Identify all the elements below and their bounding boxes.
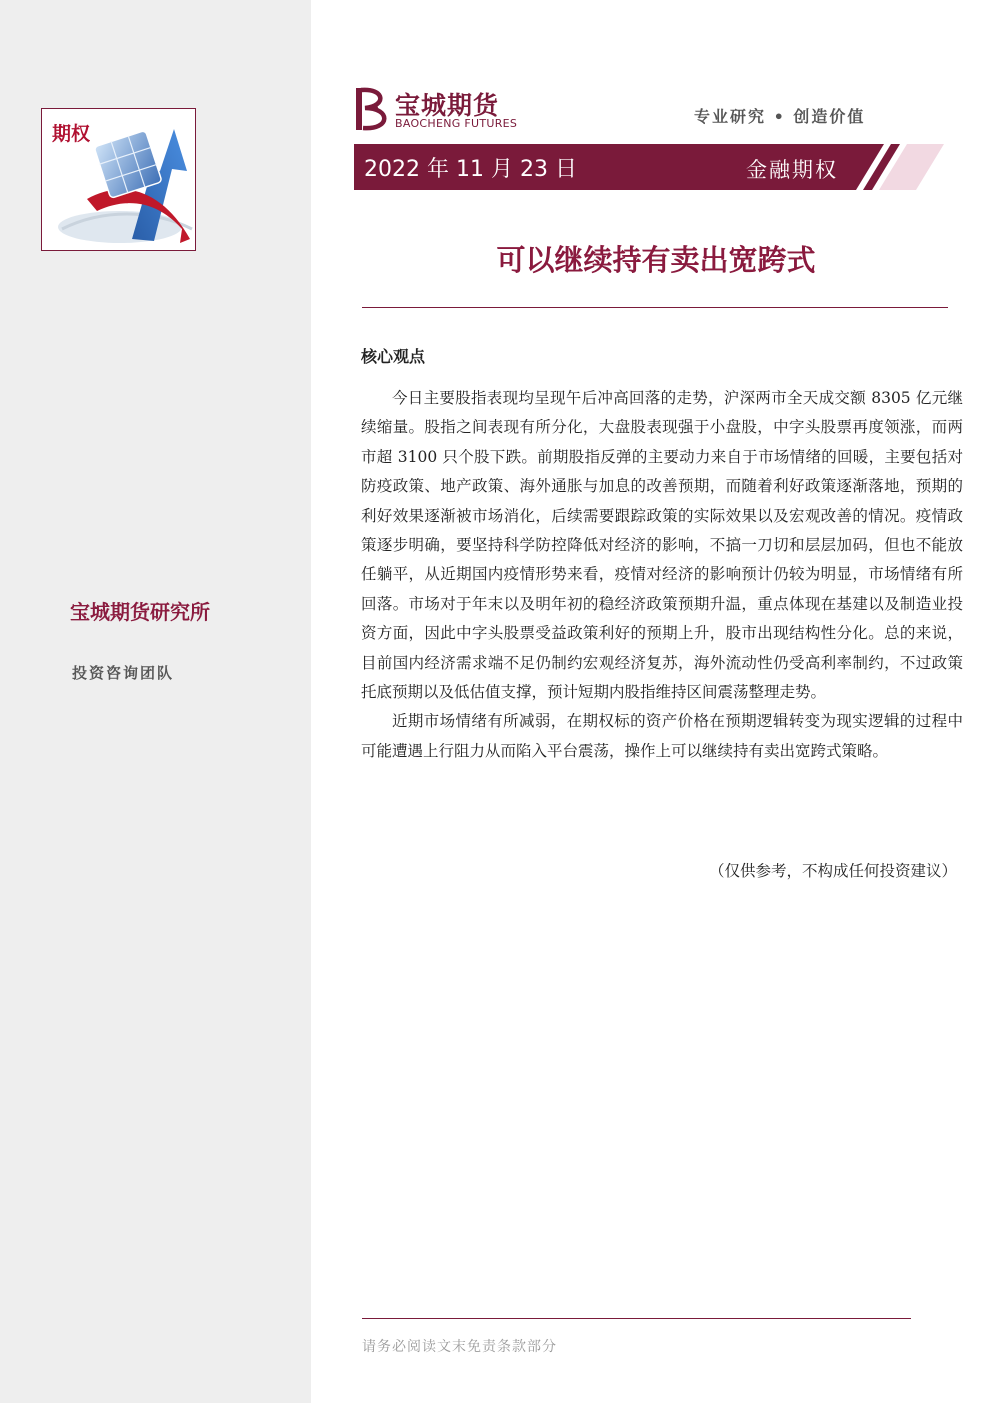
institute-name: 宝城期货研究所 — [70, 600, 210, 624]
cover-image — [41, 108, 196, 251]
slogan: 专业研究 • 创造价值 — [694, 107, 866, 126]
title-divider — [362, 307, 948, 308]
report-category: 金融期权 — [746, 158, 838, 182]
report-date: 2022 年 11 月 23 日 — [364, 157, 577, 182]
cover-label: 期权 — [52, 123, 91, 145]
report-title: 可以继续持有卖出宽跨式 — [496, 243, 816, 277]
section-heading: 核心观点 — [361, 347, 426, 366]
logo-b-icon — [355, 86, 393, 132]
logo-english-name: BAOCHENG FUTURES — [395, 117, 518, 130]
team-name: 投资咨询团队 — [72, 664, 175, 682]
sidebar — [0, 0, 311, 1403]
body-paragraph: 近期市场情绪有所减弱，在期权标的资产价格在预期逻辑转变为现实逻辑的过程中可能遭遇上行阻力从而陷入平台震荡，操作上可以继续持有卖出宽跨式策略。 — [361, 712, 963, 760]
body-paragraph: 今日主要股指表现均呈现午后冲高回落的走势，沪深两市全天成交额 8305 亿元继续缩量。股指之间表现有所分化，大盘股表现强于小盘股，中字头股票再度领涨，而两市超 3100 只个股下跌。前期股指反弹的主要动力来自于市场情绪的回暖，主要包括对防疫政策、地产政策、海外通胀与加息的改善预期，而随着利好政策逐渐落地，预期的利好效果逐渐被市场消化，后续需要跟踪政策的实际效果以及宏观改善的情况。疫情政策逐步明确，要坚持科学防控降低对经济的影响，不搞一刀切和层层加码，但也不能放任躺平，从近期国内疫情形势来看，疫情对经济的影响预计仍较为明显，市场情绪有所回落。市场对于年末以及明年初的稳经济政策预期升温，重点体现在基建以及制造业投资方面，因此中字头股票受益政策利好的预期上升，股市出现结构性分化。总的来说，目前国内经济需求端不足仍制约宏观经济复苏，海外流动性仍受高利率制约，不过政策托底预期以及低估值支撑，预计短期内股指维持区间震荡整理走势。 — [361, 389, 963, 702]
footer-divider — [362, 1318, 911, 1319]
report-body — [361, 384, 963, 766]
footer-note: 请务必阅读文末免责条款部分 — [362, 1339, 557, 1355]
company-logo — [355, 86, 525, 132]
logo-chinese-name: 宝城期货 — [395, 91, 500, 120]
date-banner — [354, 144, 944, 190]
disclaimer: （仅供参考，不构成任何投资建议） — [708, 862, 957, 880]
